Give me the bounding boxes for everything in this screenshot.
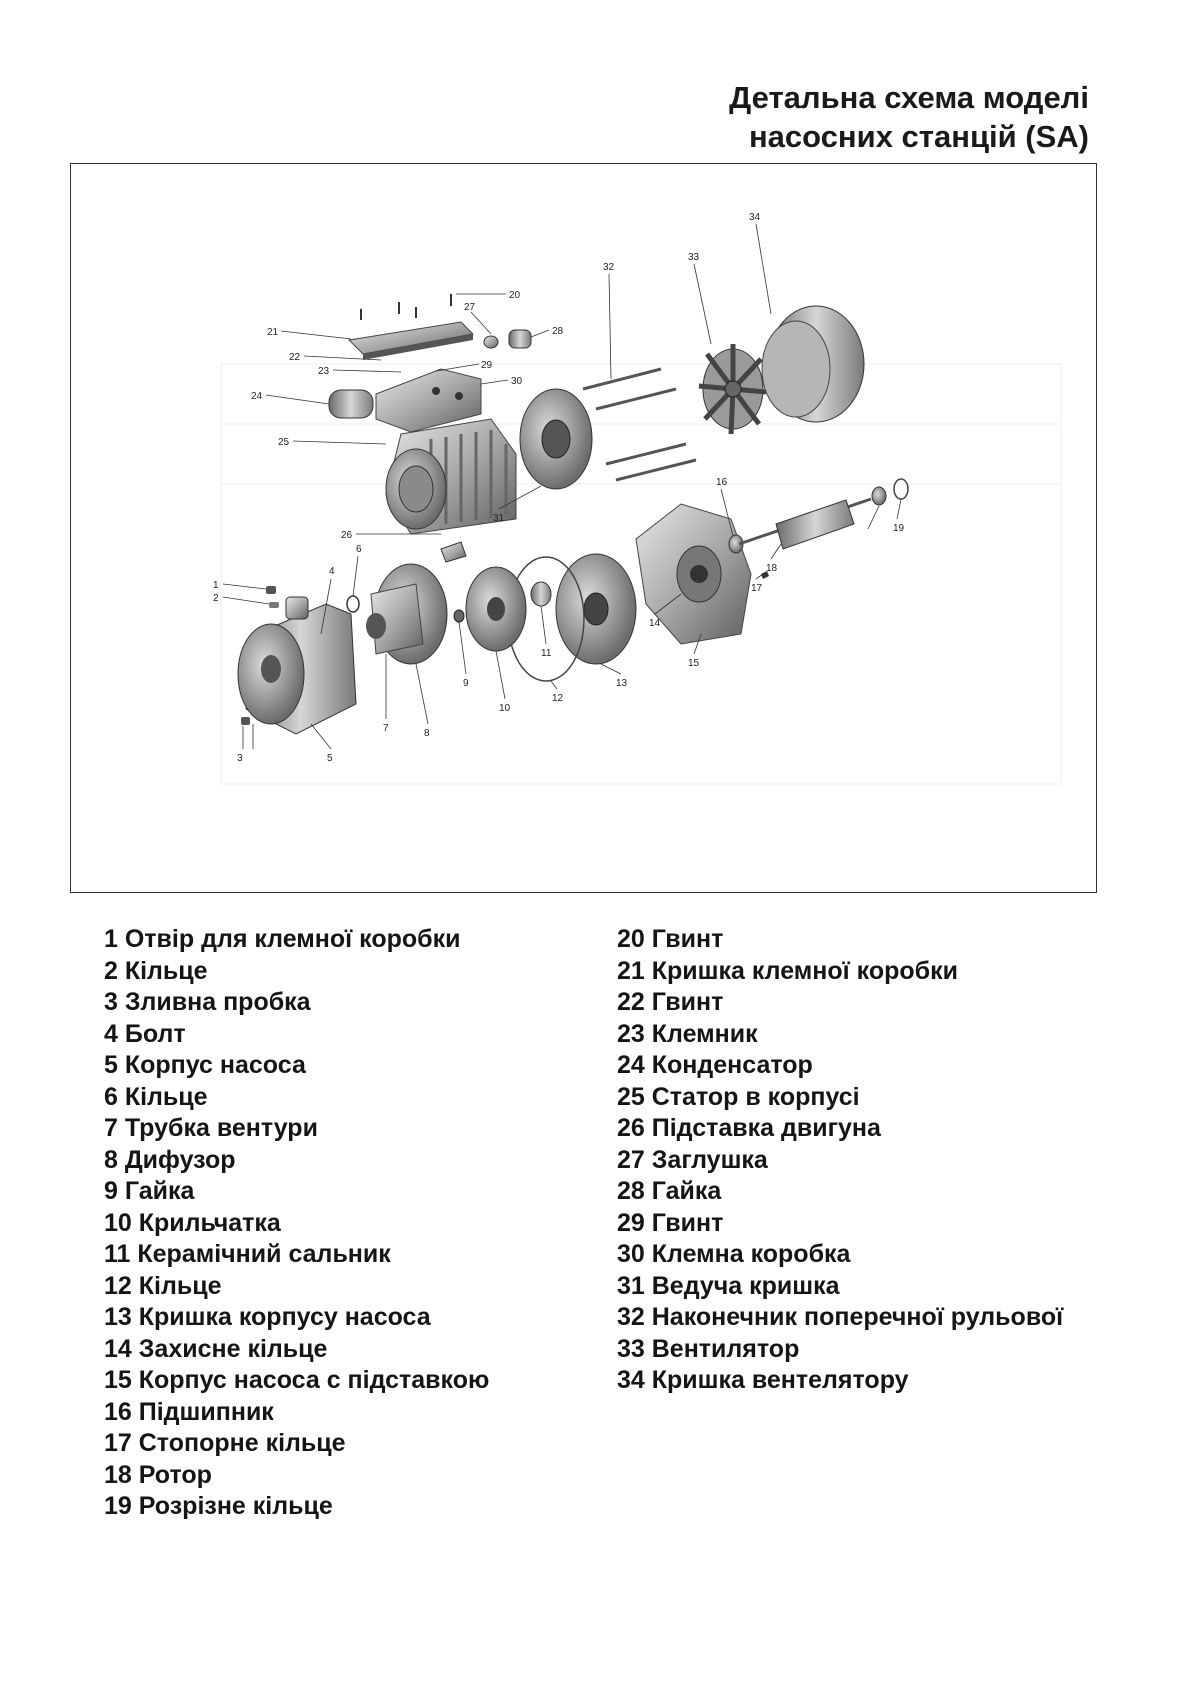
part-capacitor: [329, 390, 373, 418]
legend-item-7: 7 Трубка вентури: [104, 1114, 318, 1142]
legend-item-24: 24 Конденсатор: [617, 1051, 813, 1079]
legend-item-16: 16 Підшипник: [104, 1397, 274, 1426]
exploded-diagram-frame: [70, 163, 1097, 893]
part-small-1: [266, 586, 276, 594]
legend-item-33: 33 Вентилятор: [617, 1334, 800, 1363]
callout-33: 33: [688, 252, 700, 263]
legend-item-1: 1 Отвір для клемної коробки: [104, 925, 461, 953]
title-line-1: Детальна схема моделі: [729, 80, 1089, 115]
callout-27: 27: [464, 302, 476, 313]
legend-item-6: 6 Кільце: [104, 1082, 208, 1111]
callout-31: 31: [493, 513, 505, 524]
callout-1: 1: [213, 580, 219, 591]
part-split-ring: [894, 479, 908, 499]
callout-9: 9: [463, 678, 469, 689]
callout-23: 23: [318, 366, 330, 377]
legend-item-14: 14 Захисне кільце: [104, 1334, 328, 1363]
callout-15: 15: [688, 658, 700, 669]
legend-item-2: 2 Кільце: [104, 956, 208, 985]
part-fan-cover: [762, 306, 864, 422]
callout-19: 19: [893, 523, 905, 534]
legend-item-11: 11 Керамічний сальник: [104, 1240, 391, 1268]
legend-item-21: 21 Кришка клемної коробки: [617, 956, 958, 985]
part-bearing-2: [872, 487, 886, 505]
part-terminal-box: [376, 369, 481, 432]
callout-21: 21: [267, 327, 279, 338]
part-diffuser: [366, 564, 447, 664]
part-plug: [484, 336, 498, 348]
callout-32: 32: [603, 262, 615, 273]
legend-item-30: 30 Клемна коробка: [617, 1240, 851, 1268]
part-ceramic-seal: [531, 582, 551, 606]
callout-13: 13: [616, 678, 628, 689]
legend-left-column: [104, 924, 489, 1523]
legend-item-26: 26 Підставка двигуна: [617, 1114, 881, 1142]
legend-item-27: 27 Заглушка: [617, 1145, 768, 1174]
part-terminal-box-cover: [349, 322, 473, 360]
legend-item-25: 25 Статор в корпусі: [617, 1082, 860, 1111]
callout-28: 28: [552, 326, 564, 337]
callout-30: 30: [511, 376, 523, 387]
legend-item-34: 34 Кришка вентелятору: [617, 1366, 909, 1394]
callout-11: 11: [541, 648, 552, 659]
legend-item-17: 17 Стопорне кільце: [104, 1429, 346, 1457]
legend-item-31: 31 Ведуча кришка: [617, 1271, 840, 1300]
callout-6: 6: [356, 544, 362, 555]
part-fan: [699, 344, 766, 434]
part-screws: [361, 294, 451, 320]
part-drive-cover: [520, 389, 592, 489]
legend-item-32: 32 Наконечник поперечної рульової: [617, 1303, 1064, 1331]
part-rotor: [739, 499, 871, 549]
legend-item-3: 3 Зливна пробка: [104, 988, 311, 1016]
callout-20: 20: [509, 290, 521, 301]
legend-item-15: 15 Корпус насоса с підставкою: [104, 1366, 490, 1394]
callout-29: 29: [481, 360, 493, 371]
legend-item-10: 10 Крильчатка: [104, 1208, 281, 1237]
callout-5: 5: [327, 753, 333, 764]
callout-18: 18: [766, 563, 778, 574]
legend-item-4: 4 Болт: [104, 1019, 186, 1048]
callout-4: 4: [329, 566, 335, 577]
part-motor-stand: [441, 542, 466, 562]
legend-item-12: 12 Кільце: [104, 1271, 222, 1300]
legend-item-9: 9 Гайка: [104, 1177, 195, 1205]
part-impeller: [466, 567, 526, 651]
callout-7: 7: [383, 723, 389, 734]
title-line-2: насосних станцій (SA): [748, 119, 1089, 154]
callout-8: 8: [424, 728, 430, 739]
legend-item-28: 28 Гайка: [617, 1177, 722, 1205]
part-drain-plug: [241, 717, 250, 725]
legend-item-20: 20 Гвинт: [617, 925, 724, 953]
callout-14: 14: [649, 618, 661, 629]
callout-34: 34: [749, 212, 761, 223]
part-ring-6: [347, 596, 359, 612]
callout-16: 16: [716, 477, 728, 488]
legend-item-5: 5 Корпус насоса: [104, 1051, 306, 1079]
legend-item-22: 22 Гвинт: [617, 988, 724, 1016]
callout-10: 10: [499, 703, 511, 714]
part-pump-body: [238, 597, 356, 734]
part-casing-cover: [556, 554, 636, 664]
part-nut: [509, 330, 531, 348]
legend-item-19: 19 Розрізне кільце: [104, 1492, 333, 1520]
callout-3: 3: [237, 753, 243, 764]
legend-item-13: 13 Кришка корпусу насоса: [104, 1303, 431, 1331]
page-title: [729, 78, 1089, 156]
callout-26: 26: [341, 530, 353, 541]
legend-item-23: 23 Клемник: [617, 1019, 758, 1048]
callout-2: 2: [213, 593, 219, 604]
legend-item-29: 29 Гвинт: [617, 1208, 724, 1237]
callout-17: 17: [751, 583, 763, 594]
part-impeller-nut: [454, 610, 464, 622]
legend-item-8: 8 Дифузор: [104, 1145, 236, 1174]
callout-12: 12: [552, 693, 564, 704]
callout-25: 25: [278, 437, 290, 448]
legend-item-18: 18 Ротор: [104, 1460, 212, 1489]
callout-24: 24: [251, 391, 263, 402]
part-small-2: [269, 602, 279, 608]
exploded-diagram: [71, 164, 1097, 893]
callout-22: 22: [289, 352, 301, 363]
legend-right-column: [617, 924, 1063, 1397]
